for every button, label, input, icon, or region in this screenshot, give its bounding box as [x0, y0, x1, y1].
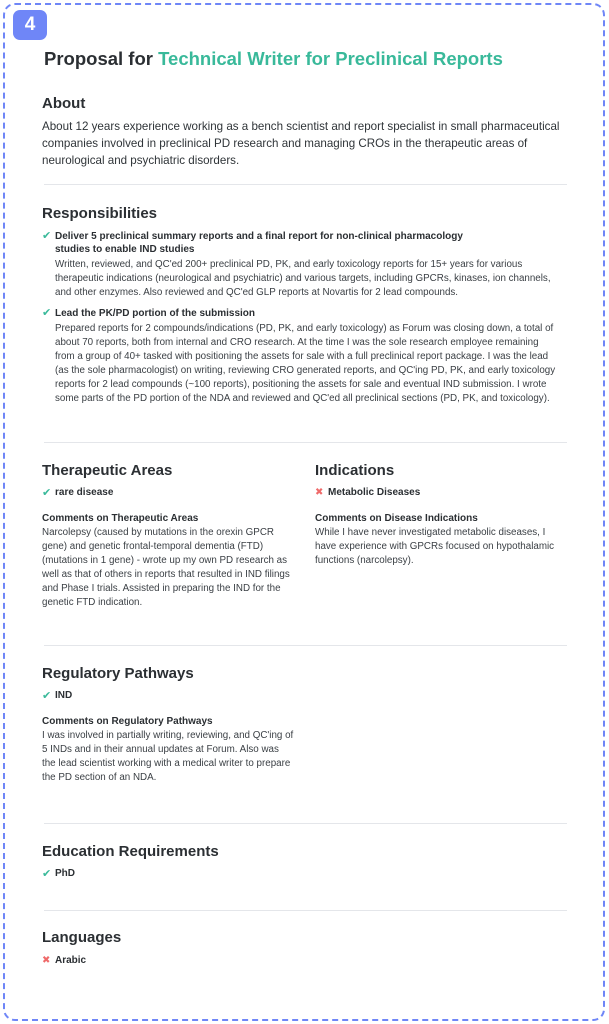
- step-badge: 4: [13, 10, 47, 40]
- cross-icon: ✖: [315, 487, 324, 498]
- language-item: [42, 955, 86, 967]
- about-text: About 12 years experience working as a bench scientist and report specialist in small pharmaceutical companies involved in preclinical PD research and managing CROs in the therapeutic areas of neurological and psychiatric disorders.: [42, 120, 560, 167]
- therapeutic-comments-text: Narcolepsy (caused by mutations in the orexin GPCR gene) and genetic frontal-temporal dementia (FTD) (mutations in 1 gene) - wrote up my own PD research as well as that of others in reports that resulted in IND filings and Phase I trials. Assisted in preparing the IND for the genetic FTD indication.: [42, 527, 290, 608]
- education-item: [42, 868, 75, 880]
- language-label: Arabic: [55, 955, 87, 966]
- languages-heading: Languages: [42, 929, 122, 946]
- indication-label: Metabolic Diseases: [328, 487, 421, 498]
- responsibility-item: [42, 307, 562, 406]
- responsibility-title: Deliver 5 preclinical summary reports and a final report for non-clinical pharmacology studies to enable IND studies: [55, 231, 463, 255]
- indication-item: [315, 487, 420, 499]
- divider: [44, 442, 567, 443]
- divider: [44, 645, 567, 646]
- divider: [44, 823, 567, 824]
- regulatory-comments-label: Comments on Regulatory Pathways: [42, 716, 213, 727]
- cross-icon: ✖: [42, 955, 51, 966]
- title-job-name: Technical Writer for Preclinical Reports: [158, 48, 503, 69]
- check-icon: ✔: [42, 230, 52, 242]
- therapeutic-comments-label: Comments on Therapeutic Areas: [42, 513, 199, 524]
- responsibility-title: Lead the PK/PD portion of the submission: [55, 308, 256, 319]
- check-icon: ✔: [42, 487, 52, 499]
- check-icon: ✔: [42, 690, 52, 702]
- page-title: [44, 48, 503, 70]
- regulatory-heading: Regulatory Pathways: [42, 665, 194, 682]
- title-prefix: Proposal for: [44, 48, 159, 69]
- check-icon: ✔: [42, 307, 52, 319]
- therapeutic-areas-heading: Therapeutic Areas: [42, 462, 173, 479]
- therapeutic-area-item: [42, 487, 113, 499]
- regulatory-item: [42, 690, 72, 702]
- divider: [44, 910, 567, 911]
- indications-heading: Indications: [315, 462, 395, 479]
- education-label: PhD: [55, 868, 75, 879]
- responsibilities-heading: Responsibilities: [42, 205, 158, 222]
- regulatory-comments-text: I was involved in partially writing, reviewing, and QC'ing of 5 INDs and in their annual updates at Forum. Also was the lead scientist working with a medical writer to prepare the PD section of an NDA.: [42, 730, 294, 783]
- indications-comments-text: While I have never investigated metabolic diseases, I have experience with GPCRs focused on hypothalamic functions (narcolepsy).: [315, 527, 555, 566]
- divider: [44, 184, 567, 185]
- education-heading: Education Requirements: [42, 843, 219, 860]
- responsibility-text: Prepared reports for 2 compounds/indications (PD, PK, and early toxicology) as Forum was closing down, a total of about 70 reports, both from internal and CRO research. At the time I was the sole research employee remaining from a group of 40+ tasked with positioning the assets for sale with a full preclinical report package. I was the lead (as the sole pharmacologist) on writing, reviewing CRO generated reports, and QC'ing PD, PK, and early toxicology reports for 2 lead compounds (~100 reports), positioning the assets for sale and eventual IND submission. I wrote some parts of the PD portion of the NDA and reviewed and QC'ed all preclinical sections (PD, PK, and toxicology).: [55, 323, 556, 404]
- indications-comments-label: Comments on Disease Indications: [315, 513, 478, 524]
- check-icon: ✔: [42, 868, 52, 880]
- responsibility-item: [42, 230, 562, 300]
- about-heading: About: [42, 95, 86, 112]
- regulatory-label: IND: [55, 690, 73, 701]
- proposal-card: [3, 3, 605, 1021]
- responsibility-text: Written, reviewed, and QC'ed 200+ preclinical PD, PK, and early toxicology reports for 15+ years for various therapeutic indications (neurological and psychiatric) and various targets, including GPCRs, kinases, ion channels, and other enzymes. Also reviewed and QC'ed GLP reports at Novartis for 2 lead compounds.: [55, 259, 551, 298]
- therapeutic-area-label: rare disease: [55, 487, 114, 498]
